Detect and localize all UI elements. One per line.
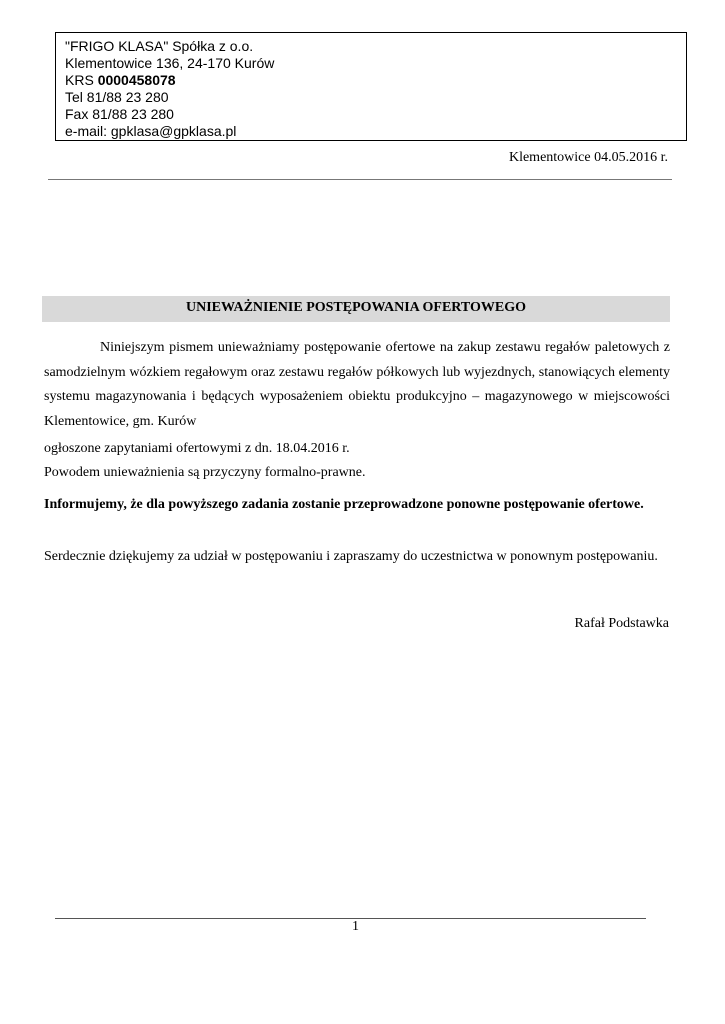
company-email: e-mail: gpklasa@gpklasa.pl — [65, 123, 237, 139]
page-number: 1 — [352, 919, 359, 934]
body-line-reason: Powodem unieważnienia są przyczyny formalno-prawne. — [44, 465, 366, 480]
letter-date: Klementowice 04.05.2016 r. — [508, 150, 668, 165]
krs-number: 0000458078 — [97, 72, 176, 88]
company-tel: Tel 81/88 23 280 — [65, 89, 169, 105]
signature: Rafał Podstawka — [574, 616, 669, 631]
document-title: UNIEWAŻNIENIE POSTĘPOWANIA OFERTOWEGO — [42, 296, 670, 322]
body-paragraph-info: Informujemy, że dla powyższego zadania zostanie przeprowadzone ponowne postępowanie ofertowe. — [44, 497, 644, 512]
header-divider — [48, 179, 672, 180]
footer-divider — [55, 918, 646, 919]
company-fax: Fax 81/88 23 280 — [65, 106, 174, 122]
body-paragraph-thanks: Serdecznie dziękujemy za udział w postępowaniu i zapraszamy do uczestnictwa w ponownym postępowaniu. — [44, 549, 658, 564]
krs-label: KRS — [65, 72, 94, 88]
company-name: "FRIGO KLASA" Spółka z o.o. — [65, 38, 254, 54]
body-line-announced: ogłoszone zapytaniami ofertowymi z dn. 18.04.2016 r. — [44, 441, 350, 456]
company-header-box — [55, 32, 687, 141]
company-address: Klementowice 136, 24-170 Kurów — [65, 55, 275, 71]
company-krs — [65, 72, 686, 89]
body-paragraph-cancellation: Niniejszym pismem unieważniamy postępowanie ofertowe na zakup zestawu regałów paletowych z samodzielnym wózkiem regałowym oraz zestawu regałów półkowych lub wyjezdnych, stanowiących elementy systemu magazynowania i będących wyposażeniem obiektu produkcyjno – magazynowego w miejscowości Klementowice, gm. Kurów — [44, 340, 670, 429]
